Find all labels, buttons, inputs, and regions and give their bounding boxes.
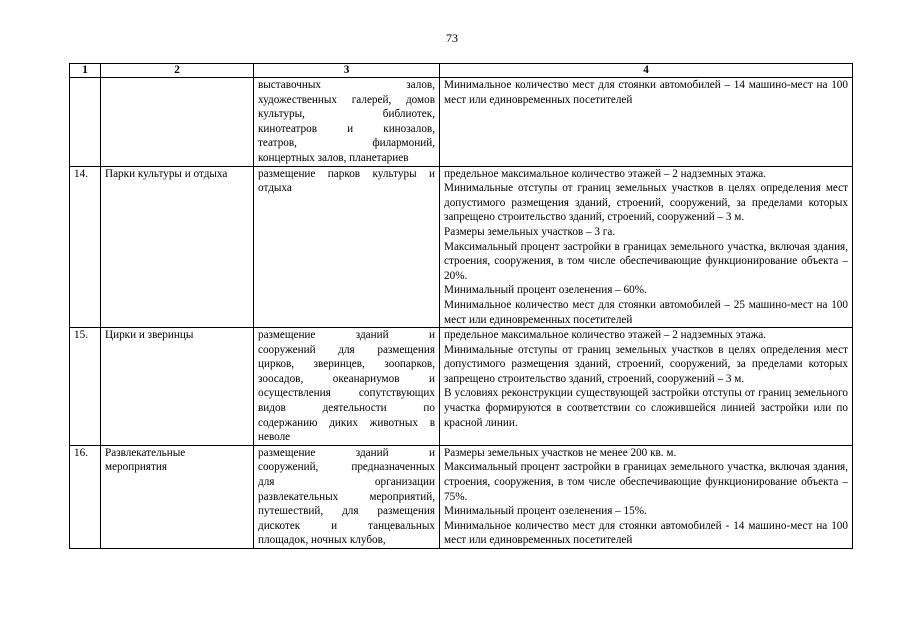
regulations-table: [69, 63, 853, 549]
parameter-paragraph: Максимальный процент застройки в границах земельного участка, включая здания, строения, сооружения, в том числе обеспечивающие функционирование объекта – 75%.: [444, 461, 848, 503]
use-type-cell: [101, 78, 254, 167]
description-line: цирков, зверинцев, зоопарков,: [258, 358, 435, 371]
description-line: сооружений для размещения: [258, 343, 435, 356]
description-line: кинотеатров и кинозалов,: [258, 122, 435, 135]
description-cell: [254, 445, 440, 548]
page-number: 73: [446, 31, 458, 45]
use-type-cell: Развлекательные мероприятия: [101, 445, 254, 548]
description-line: содержанию диких животных в: [258, 416, 435, 429]
table-header-row: [70, 64, 853, 78]
parameter-paragraph: Минимальный процент озеленения – 15%.: [444, 505, 647, 518]
description-line: для организации: [258, 476, 435, 489]
use-type-cell: Парки культуры и отдыха: [101, 166, 254, 328]
table-row: [70, 328, 853, 446]
description-line: видов деятельности по: [258, 402, 435, 415]
description-line: площадок, ночных клубов,: [258, 534, 386, 547]
parameter-paragraph: Минимальный процент озеленения – 60%.: [444, 284, 647, 297]
parameter-paragraph: В условиях реконструкции существующей застройки отступы от границ земельного участка формируются в соответствии со сложившейся линией застройки или по красной линии.: [444, 387, 848, 429]
table-row: [70, 78, 853, 167]
description-cell: [254, 78, 440, 167]
parameter-paragraph: Минимальное количество мест для стоянки автомобилей – 14 машино-мест на 100 мест или единовременных посетителей: [444, 79, 848, 106]
description-line: культуры, библиотек,: [258, 108, 435, 121]
table-row: [70, 445, 853, 548]
use-type-cell: Цирки и зверинцы: [101, 328, 254, 446]
description-line: выставочных залов,: [258, 79, 435, 91]
description-line: путешествий, для размещения: [258, 505, 435, 518]
description-line: художественных галерей, домов: [258, 93, 435, 106]
description-line: осуществления сопутствующих: [258, 387, 435, 400]
description-line: размещение парков культуры и: [258, 167, 435, 180]
row-number-cell: [70, 78, 101, 167]
description-line: развлекательных мероприятий,: [258, 490, 435, 503]
parameter-paragraph: предельное максимальное количество этажей – 2 надземных этажа.: [444, 329, 767, 342]
parameters-cell: [440, 445, 853, 548]
description-line: зоосадов, океанариумов и: [258, 372, 435, 385]
parameter-paragraph: Размеры земельных участков – 3 га.: [444, 225, 616, 238]
row-number-cell: 15.: [70, 328, 101, 446]
column-header: 4: [440, 64, 853, 78]
description-line: размещение зданий и: [258, 446, 435, 459]
parameter-paragraph: Минимальные отступы от границ земельных участков в целях определения мест допустимого размещения зданий, строений, сооружений, за пределами которых запрещено строительство зданий, строений, сооружений – 3 м.: [444, 343, 848, 385]
description-line: сооружений, предназначенных: [258, 461, 435, 474]
parameter-paragraph: Минимальные отступы от границ земельных участков в целях определения мест допустимого размещения зданий, строений, сооружений, за пределами которых запрещено строительство зданий, строений, сооружений – 3 м.: [444, 182, 848, 224]
parameters-cell: [440, 328, 853, 446]
description-line: концертных залов, планетариев: [258, 151, 409, 164]
description-line: неволе: [258, 431, 291, 444]
parameter-paragraph: предельное максимальное количество этажей – 2 надземных этажа.: [444, 167, 767, 180]
parameter-paragraph: Минимальное количество мест для стоянки автомобилей – 25 машино-мест на 100 мест или единовременных посетителей: [444, 298, 848, 326]
row-number-cell: 16.: [70, 445, 101, 548]
description-cell: [254, 166, 440, 328]
description-line: отдыха: [258, 182, 292, 195]
parameter-paragraph: Размеры земельных участков не менее 200 кв. м.: [444, 446, 677, 459]
description-line: дискотек и танцевальных: [258, 519, 435, 532]
row-number-cell: 14.: [70, 166, 101, 328]
column-header: 3: [254, 64, 440, 78]
description-line: театров, филармоний,: [258, 137, 435, 150]
parameter-paragraph: Максимальный процент застройки в границах земельного участка, включая здания, строения, сооружения, в том числе обеспечивающие функционирование объекта – 20%.: [444, 240, 848, 282]
description-line: размещение зданий и: [258, 329, 435, 342]
column-header: 1: [70, 64, 101, 78]
parameter-paragraph: Минимальное количество мест для стоянки автомобилей - 14 машино-мест на 100 мест или единовременных посетителей: [444, 519, 848, 547]
parameters-cell: [440, 78, 853, 167]
column-header: 2: [101, 64, 254, 78]
description-cell: [254, 328, 440, 446]
table-row: [70, 166, 853, 328]
parameters-cell: [440, 166, 853, 328]
